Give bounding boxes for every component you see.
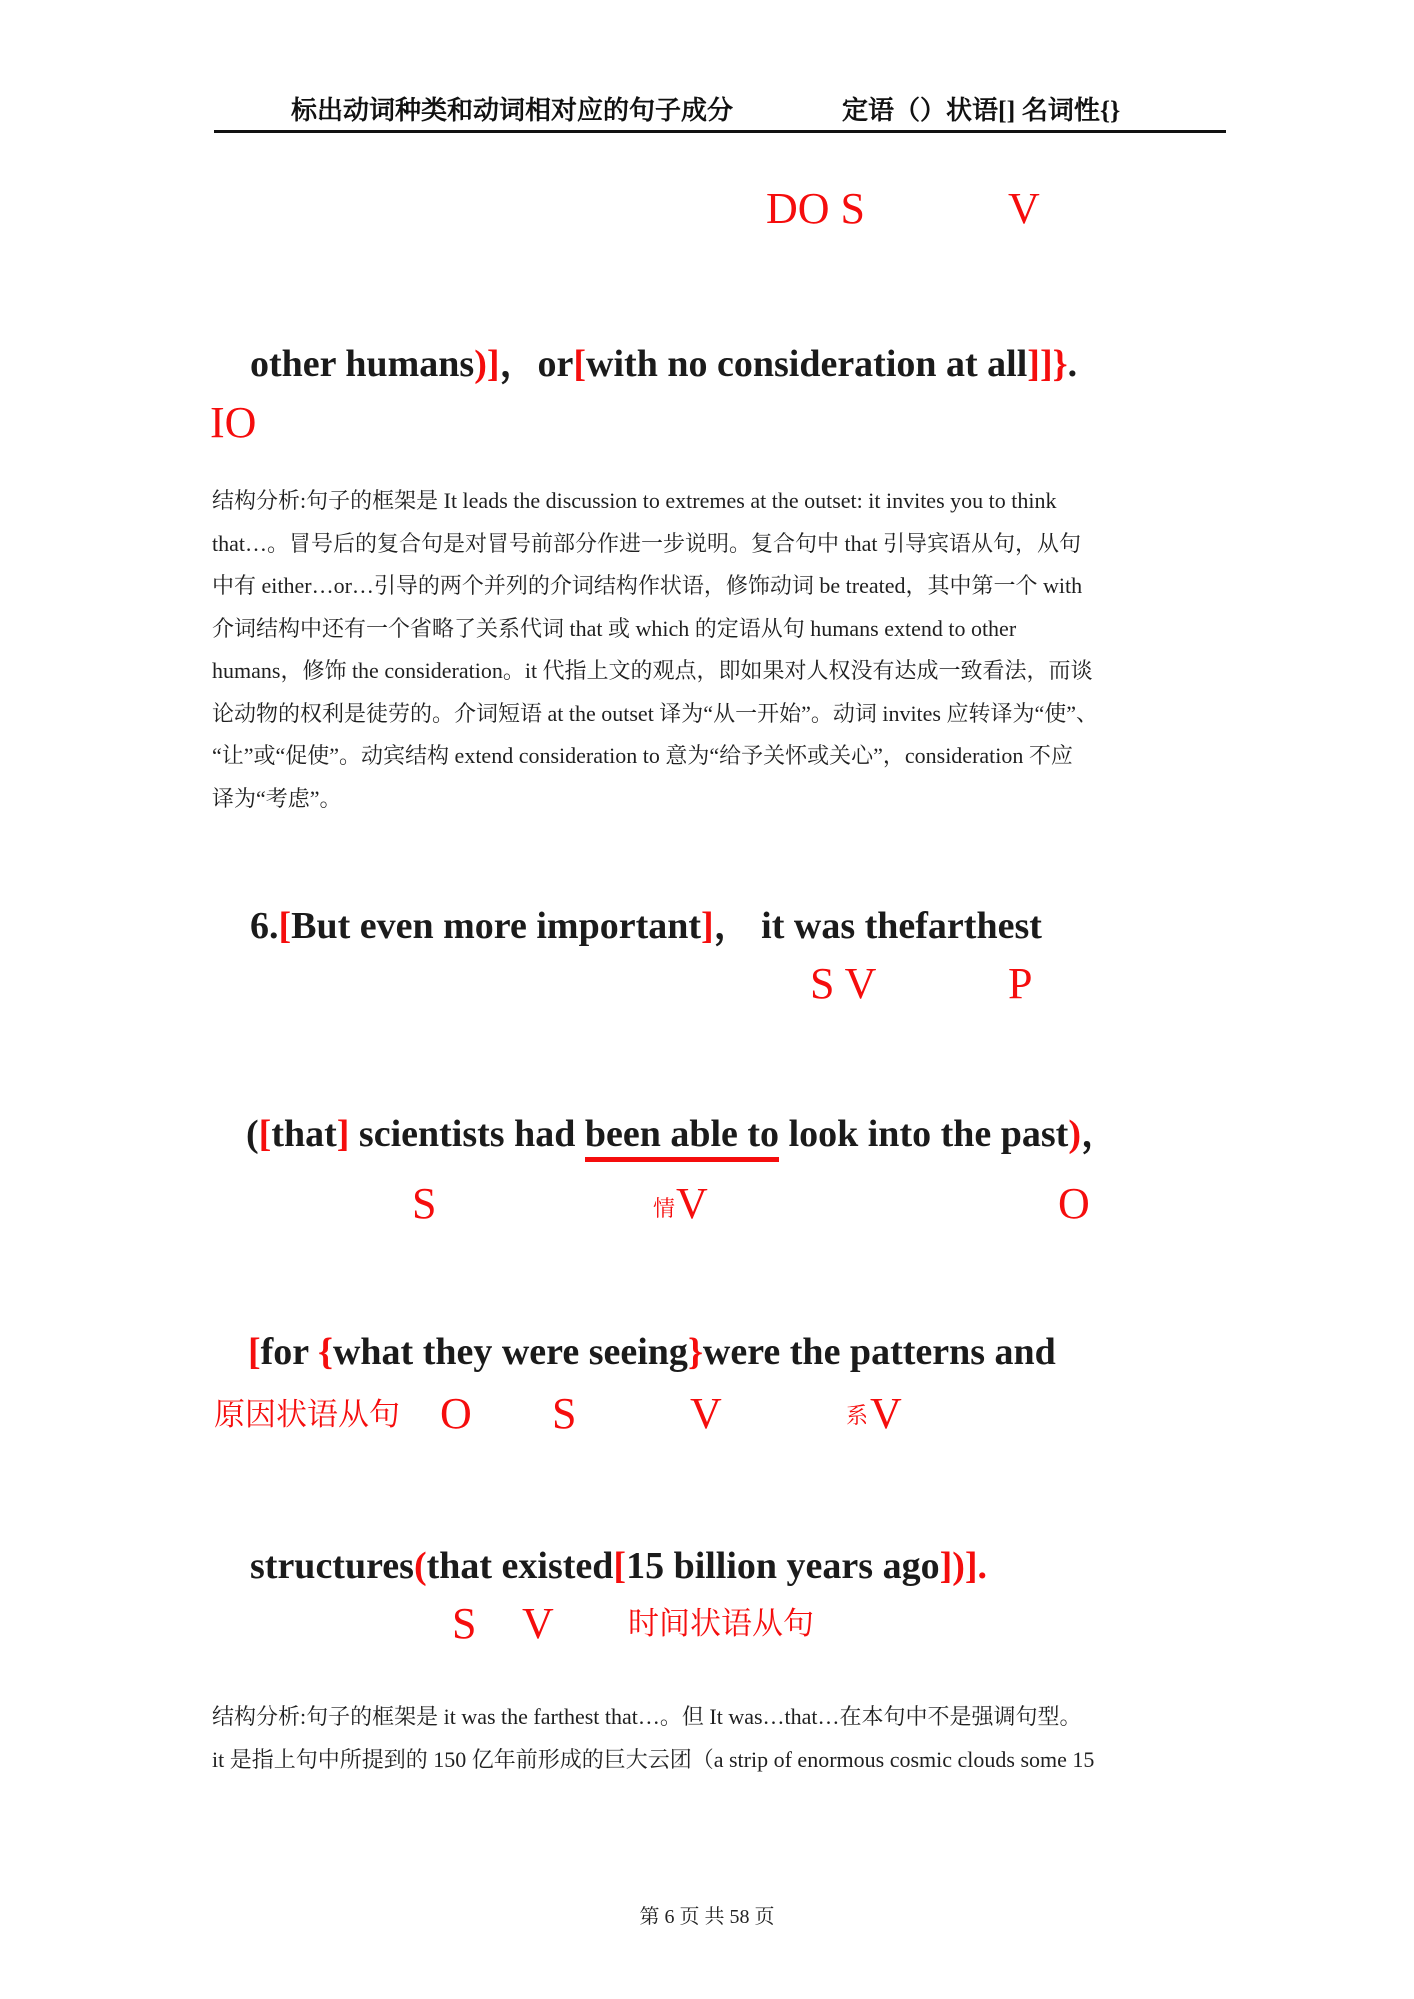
annotation-do-s: DO S <box>766 184 866 233</box>
analysis-line: 论动物的权利是徒劳的。介词短语 at the outset 译为“从一开始”。动词 invites 应转译为“使”、 <box>212 700 1099 726</box>
sentence-segment: that existed <box>426 1544 614 1587</box>
analysis-paragraph-2 <box>212 1696 1207 1781</box>
analysis-paragraph-1 <box>212 480 1207 820</box>
annotation-v-2: V <box>676 1179 708 1228</box>
page-number: 第 6 页 共 58 页 <box>639 1906 775 1928</box>
annotation-cause-clause-label: 原因状语从句 <box>214 1397 400 1432</box>
annotation-io: IO <box>210 398 257 447</box>
annotation-linking-label: 系 <box>846 1403 869 1428</box>
underlined-segment: been able to <box>585 1113 779 1162</box>
annotation-v-3: V <box>690 1389 722 1438</box>
sentence-segment: what they were seeing <box>332 1330 688 1373</box>
sentence-segment: . <box>1067 342 1078 385</box>
analysis-line: that…。冒号后的复合句是对冒号前部分作进一步说明。复合句中 that 引导宾语从句，从句 <box>212 530 1081 556</box>
sentence-number: 6. <box>250 904 279 947</box>
sentence-segment: or <box>537 342 574 385</box>
sentence-segment: But even more important <box>291 904 702 947</box>
bracket-segment: { <box>318 1330 333 1373</box>
annotation-p: P <box>1008 959 1033 1008</box>
header-right-legend: 定语（）状语[] 名词性{} <box>842 96 1121 125</box>
analysis-line: 介词结构中还有一个省略了关系代词 that 或 which 的定语从句 humans extend to other <box>212 615 1017 641</box>
bracket-segment: ])]. <box>939 1544 988 1587</box>
header-rule <box>214 130 1226 133</box>
bracket-segment: ] <box>336 1112 350 1155</box>
sentence-segment: ( <box>246 1112 259 1155</box>
annotation-o-1: O <box>1058 1179 1090 1228</box>
bracket-segment: [ <box>258 1112 272 1155</box>
analysis-line: 中有 either…or…引导的两个并列的介词结构作状语，修饰动词 be treated，其中第一个 with <box>212 573 1083 598</box>
bracket-segment: ( <box>413 1544 427 1587</box>
analysis-line: humans，修饰 the consideration。it 代指上文的观点，即如果对人权没有达成一致看法，而谈 <box>212 658 1093 683</box>
annotation-s-v: S V <box>810 959 877 1008</box>
bracket-segment: )] <box>474 342 500 385</box>
header-left-title: 标出动词种类和动词相对应的句子成分 <box>291 96 734 125</box>
annotation-o-2: O <box>440 1389 472 1438</box>
sentence-6-line-4 <box>212 1498 987 1635</box>
sentence-segment: look into the past <box>779 1112 1069 1155</box>
annotation-v-4: V <box>870 1389 902 1438</box>
sentence-fragment-tail <box>212 296 1077 433</box>
bracket-segment: [ <box>573 342 587 385</box>
annotation-time-clause-label: 时间状语从句 <box>628 1606 814 1641</box>
bracket-segment: [ <box>278 904 292 947</box>
sentence-segment: were the patterns and <box>702 1330 1056 1373</box>
sentence-segment: 15 billion years ago <box>626 1544 940 1587</box>
analysis-line: it 是指上句中所提到的 150 亿年前形成的巨大云团（a strip of enormous cosmic clouds some 15 <box>212 1746 1095 1772</box>
sentence-segment: with no consideration at all <box>586 342 1028 385</box>
annotation-v-1: V <box>1008 184 1040 233</box>
sentence-segment: ， it was thefarthest <box>713 904 1042 947</box>
analysis-line: 结构分析:句子的框架是 It leads the discussion to extremes at the outset: it invites you to think <box>212 488 1057 513</box>
sentence-segment: ， <box>499 342 538 385</box>
analysis-line: 结构分析:句子的框架是 it was the farthest that…。但 It was…that…在本句中不是强调句型。 <box>212 1704 1082 1729</box>
sentence-segment: structures <box>250 1544 414 1587</box>
annotation-v-5: V <box>522 1599 554 1648</box>
annotation-s-2: S <box>412 1179 437 1228</box>
sentence-segment: that <box>271 1112 337 1155</box>
annotation-s-3: S <box>552 1389 577 1438</box>
sentence-6-line-2 <box>208 1066 1119 1203</box>
sentence-segment: for <box>260 1330 318 1373</box>
sentence-segment: ， <box>1081 1112 1120 1155</box>
analysis-line: 译为“考虑”。 <box>212 785 342 811</box>
bracket-segment: ] <box>701 904 714 947</box>
sentence-6-line-1 <box>212 858 1042 995</box>
sentence-segment: other humans <box>250 342 475 385</box>
annotation-s-4: S <box>452 1599 477 1648</box>
bracket-segment: ]]} <box>1027 342 1068 385</box>
bracket-segment: [ <box>248 1330 261 1373</box>
annotation-modal-label: 情 <box>653 1196 676 1221</box>
bracket-segment: ) <box>1068 1112 1081 1155</box>
analysis-line: “让”或“促使”。动宾结构 extend consideration to 意为“给予关怀或关心”，consideration 不应 <box>212 743 1073 768</box>
bracket-segment: } <box>687 1330 703 1373</box>
bracket-segment: [ <box>613 1544 627 1587</box>
sentence-segment: scientists had <box>349 1112 585 1155</box>
